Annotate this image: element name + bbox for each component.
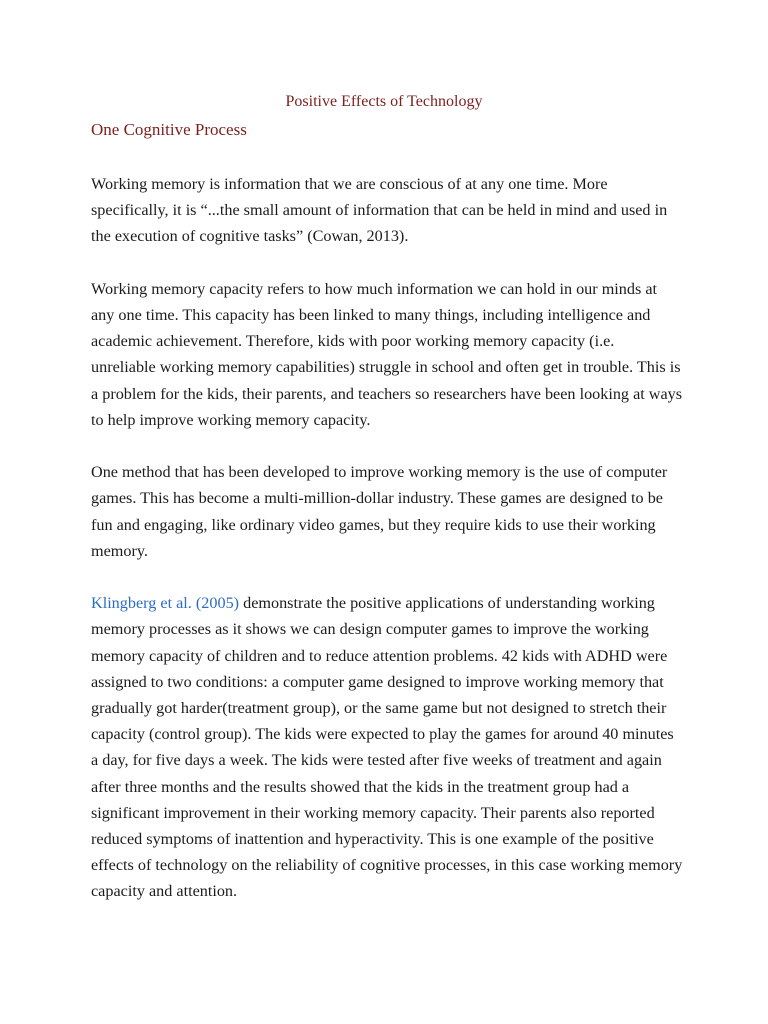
paragraph-computer-games: [91, 459, 683, 564]
document-body: [91, 171, 683, 931]
section-heading: One Cognitive Process: [91, 120, 247, 139]
paragraph-text: demonstrate the positive applications of understanding working memory processes as it shows we can design computer games to improve the working memory capacity of children and to reduce attention problems. 42 kids with ADHD were assigned to two conditions: a computer game designed to improve working memory that gradually got harder(treatment group), or the same game but not designed to stretch their capacity (control group). The kids were expected to play the games for around 40 minutes a day, for five days a week. The kids were tested after five weeks of treatment and again after three months and the results showed that the kids in the treatment group had a significant improvement in their working memory capacity. Their parents also reported reduced symptoms of inattention and hyperactivity. This is one example of the positive effects of technology on the reliability of cognitive processes, in this case working memory capacity and attention.: [91, 594, 683, 901]
paragraph-working-memory-definition: [91, 171, 683, 250]
paragraph-text: One method that has been developed to improve working memory is the use of computer games. This has become a multi-million-dollar industry. These games are designed to be fun and engaging, like ordinary video games, but they require kids to use their working memory.: [91, 463, 668, 560]
paragraph-klingberg-study: [91, 590, 683, 904]
paragraph-text: Working memory is information that we are conscious of at any one time. More specifically, it is “...the small amount of information that can be held in mind and used in the execution of cognitive tasks” (Cowan, 2013).: [91, 175, 668, 246]
paragraph-text: Working memory capacity refers to how much information we can hold in our minds at any one time. This capacity has been linked to many things, including intelligence and academic achievement. Therefore, kids with poor working memory capacity (i.e. unreliable working memory capabilities) struggle in school and often get in trouble. This is a problem for the kids, their parents, and teachers so researchers have been looking at ways to help improve working memory capacity.: [91, 279, 683, 429]
paragraph-working-memory-capacity: [91, 276, 683, 433]
document-title: Positive Effects of Technology: [285, 93, 483, 110]
citation-link-klingberg[interactable]: Klingberg et al. (2005): [91, 594, 240, 613]
